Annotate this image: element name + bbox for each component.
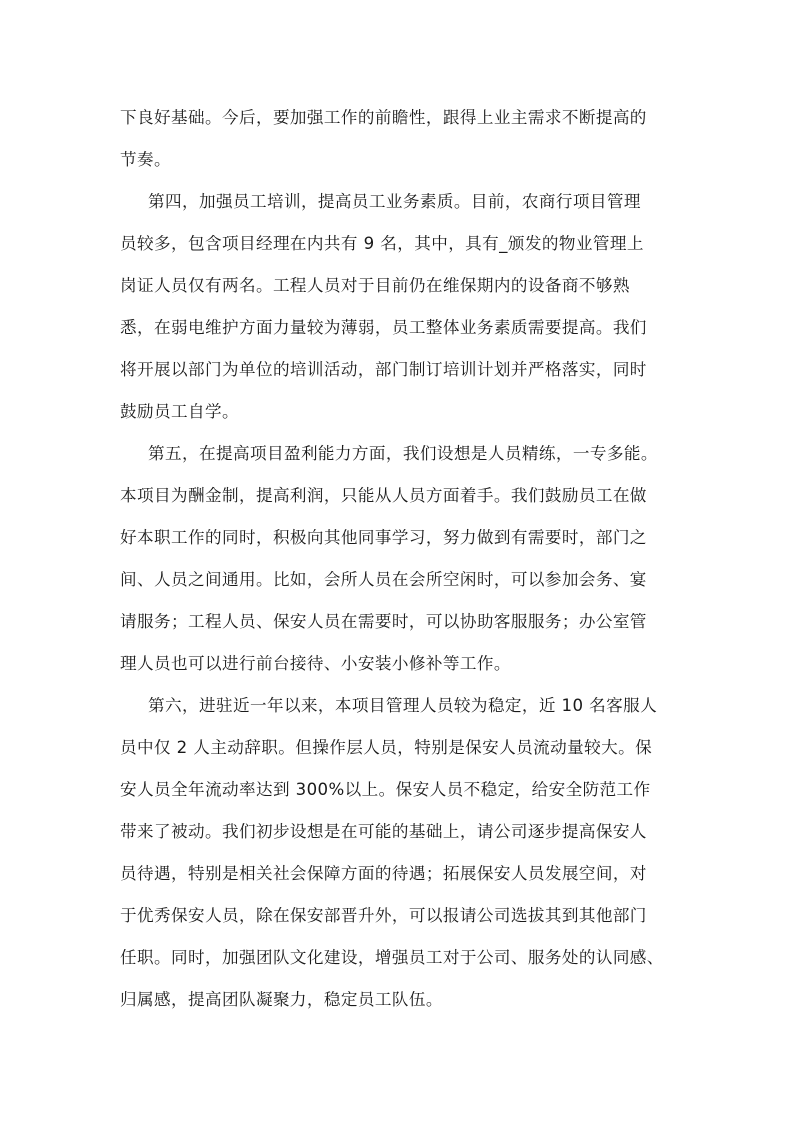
text-line: 间、人员之间通用。比如，会所人员在会所空闲时，可以参加会务、宴 xyxy=(120,570,647,589)
text-line: 带来了被动。我们初步设想是在可能的基础上，请公司逐步提高保安人 xyxy=(120,822,647,841)
text-line: 安人员全年流动率达到 300%以上。保安人员不稳定，给安全防范工作 xyxy=(120,780,651,799)
text-line: 员中仅 2 人主动辞职。但操作层人员，特别是保安人员流动量较大。保 xyxy=(120,738,653,757)
text-line: 请服务；工程人员、保安人员在需要时，可以协助客服服务；办公室管 xyxy=(120,612,647,631)
text-line: 好本职工作的同时，积极向其他同事学习，努力做到有需要时，部门之 xyxy=(120,528,647,547)
text-line: 悉，在弱电维护方面力量较为薄弱，员工整体业务素质需要提高。我们 xyxy=(120,318,647,337)
text-line: 本项目为酬金制，提高利润，只能从人员方面着手。我们鼓励员工在做 xyxy=(120,486,647,505)
paragraph-4-start: 第四，加强员工培训，提高员工业务素质。目前，农商行项目管理 xyxy=(148,192,641,211)
text-line: 下良好基础。今后，要加强工作的前瞻性，跟得上业主需求不断提高的 xyxy=(120,108,647,127)
paragraph-5-start: 第五，在提高项目盈利能力方面，我们设想是人员精练，一专多能。 xyxy=(148,444,658,463)
text-line: 节奏。 xyxy=(120,150,171,169)
text-line: 任职。同时，加强团队文化建设，增强员工对于公司、服务处的认同感、 xyxy=(120,948,664,967)
text-line: 员较多，包含项目经理在内共有 9 名，其中，具有_颁发的物业管理上 xyxy=(120,234,644,253)
text-line: 岗证人员仅有两名。工程人员对于目前仍在维保期内的设备商不够熟 xyxy=(120,276,630,295)
text-line: 将开展以部门为单位的培训活动，部门制订培训计划并严格落实，同时 xyxy=(120,360,647,379)
paragraph-6-start: 第六，进驻近一年以来，本项目管理人员较为稳定，近 10 名客服人 xyxy=(148,696,658,715)
text-line: 理人员也可以进行前台接待、小安装小修补等工作。 xyxy=(120,654,511,673)
text-line: 鼓励员工自学。 xyxy=(120,402,239,421)
text-line: 归属感，提高团队凝聚力，稳定员工队伍。 xyxy=(120,990,443,1009)
text-line: 于优秀保安人员，除在保安部晋升外，可以报请公司选拔其到其他部门 xyxy=(120,906,647,925)
text-line: 员待遇，特别是相关社会保障方面的待遇；拓展保安人员发展空间，对 xyxy=(120,864,647,883)
